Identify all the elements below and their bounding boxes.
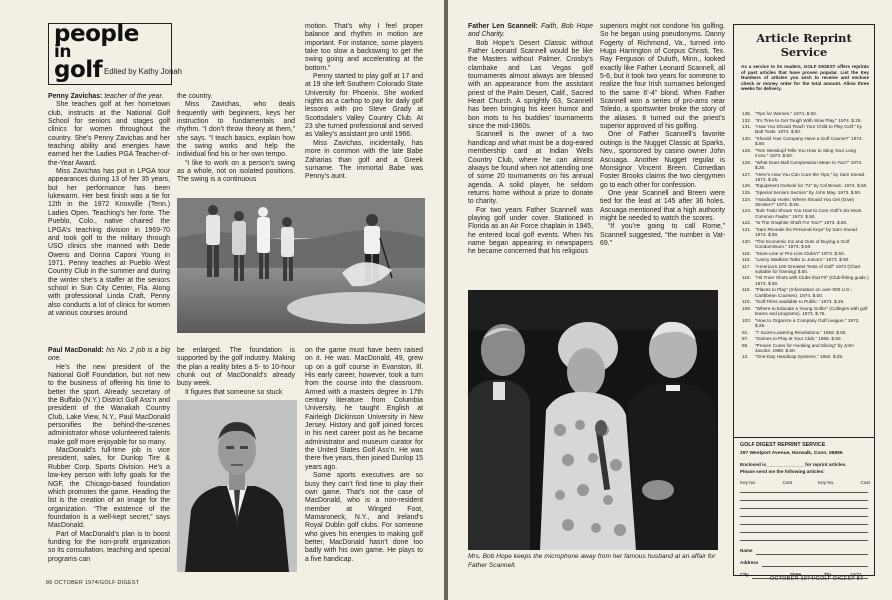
zavichas-tagline: teacher of the year. (104, 93, 164, 100)
paragraph: It figures that someone so stuck (185, 388, 283, 396)
paragraph: Miss Zavichas, incidentally, has more in common with the late Babe Zaharias than golf and a Greek surname. The immortal Babe was Penny’s aunt. (305, 139, 423, 181)
reprint-key-number: 122. (742, 220, 752, 226)
paragraph: on the game must have been raised on it. He was. MacDonald, 49, grew up on a golf course in Evanston, Ill. His early career, however, took a turn from the course into the classroom. Armed with a masters degree in 17th century literature from Columbia University, he taught English at Fairleigh Dickinson University in New Jersey. History and golf joined forces in his next career post as he became administrator and museum curator for the United States Golf Ass’n. He was there five years, then joined Dunlop 15 years ago. (305, 347, 423, 471)
reprint-key-number: 131. (742, 124, 752, 130)
reprint-intro: As a service to its readers, GOLF DIGEST offers reprints of past articles that have proven popular. List the Key Numbers of articles you wish to receive and enclose check or money order for the total amount. Allow three weeks for delivery. (741, 64, 869, 92)
section-title: people in golf (54, 21, 139, 83)
reprint-list-item (742, 354, 870, 359)
reprint-article-title: “Sam Reveals his Personal Keys” by Sam Snead. 1973. $.50. (755, 226, 859, 238)
reprint-key-number: 135. (742, 111, 752, 116)
order-line[interactable] (740, 516, 868, 517)
reprint-list-item (742, 330, 870, 335)
order-line[interactable] (740, 500, 868, 501)
reprint-list-item (742, 299, 870, 304)
golf-clinic-photo-image (177, 198, 425, 333)
reprint-article-title: “Is The Graphite Shaft For You?” 1973. $.50. (755, 220, 848, 226)
reprint-list-item (742, 118, 870, 123)
reprint-list-item (742, 172, 870, 183)
reprint-list-item (742, 257, 870, 262)
form-enclosed[interactable]: Enclosed is_______________for reprint articles. (740, 462, 847, 467)
name-field[interactable] (756, 554, 868, 555)
reprint-key-number: 118. (742, 257, 751, 263)
cost-header: Cost (782, 480, 792, 485)
key-no-header: Key No. (818, 480, 835, 485)
reprint-list-item (742, 239, 870, 250)
reprint-article-title: “Tom Weiskopf Tells You How to Sting Your Long Irons.” 1973. $.50. (755, 147, 856, 159)
reprint-list-item (742, 336, 870, 341)
photo-caption: Mrs. Bob Hope keeps the microphone away from her famous husband at an affair for Father Scannell. (468, 553, 716, 569)
reprint-article-title: “Bob Toski Shows You How to Cure Golf’s Six Most Common Faults.” 1973. $.50. (755, 208, 862, 219)
order-line[interactable] (740, 532, 868, 533)
event-photo-image (468, 290, 718, 550)
paragraph: Scannell is the owner of a two handicap and what must be a dog-eared membership card at Indian Wells Country Club, where he can almost always be found when not attending one of some 20 tournaments on his annual agenda. A solid player, he seldom returns home without a prize to donate to charity. (468, 131, 593, 206)
reprint-list-item (742, 190, 870, 195)
reprint-key-number: 130. (742, 135, 752, 141)
paragraph: Miss Zavichas, who deals frequently with beginners, keys her instruction to fundamentals and rhythm. “I don’t throw theory at them,” she says. “I teach basics, explain how the swing works and help the individual find his or her own tempo. (177, 101, 295, 159)
form-column-headers (740, 480, 870, 485)
reprint-key-number: 125. (742, 189, 752, 195)
reprint-list-item (742, 318, 870, 329)
reprint-title: Article Reprint Service (756, 31, 852, 59)
reprint-list-item (742, 251, 870, 256)
scannell-tagline: Faith, Bob Hope and Charity. (468, 23, 593, 39)
paragraph: Penny started to play golf at 17 and at 19 she left Southern Colorado State University for Phoenix. She worked nights as a carhop to pay for daily golf lessons with pro Steve Grady at Scottsdale’s Valley Country Club. At 23 she turned professional and served as Valley’s assistant pro until 1966. (305, 73, 423, 139)
city-label: City (740, 572, 749, 577)
macdonald-column-2 (177, 347, 295, 397)
reprint-article-title: “Hit Truer Shots with Clubs that Fit” (Club-fitting guide.) 1973. $.50. (755, 275, 869, 286)
reprint-key-number: 126. (742, 183, 752, 189)
zavichas-clinic-photo (177, 198, 425, 333)
paragraph: Bob Hope’s Desert Classic without Father Leonard Scannell would be like the Masters without Palmer. Crosby’s clambake and Las Vegas golf tournaments almost always are blessed with an appearance from the assistant priest of the Palm Desert, Calif., Sacred Heart Church. A sprightly 63, Scannell has been bringing his keen humor and bon mots to his buddies’ tournaments since the mid-1960s. (468, 39, 593, 131)
reprint-key-number: 121. (742, 226, 752, 232)
left-page (0, 0, 444, 600)
paragraph: For two years Father Scannell was playing golf under cover. Stationed in Florida as an Air Force chaplain in 1945, he entered local golf events. When his name began appearing in newspapers he became concerned that his religious (468, 206, 593, 256)
reprint-key-number: 132. (742, 117, 752, 123)
macdonald-tagline: his No. 2 job is a big one. (48, 347, 170, 363)
reprint-list-item (742, 197, 870, 208)
paragraph: superiors might not condone his golfing. So he began using pseudonyms. Danny Fogerty of Richmond, Va., turned into Hugo Harrington of Corpus Christi, Tex. Ray Ferguson of Duluth, Minn., looked exactly like Father Leonard Scannell, all 5-6, but it took two years for someone to realize the four Irish surnames belonged to the same 6’-4” blond. When Father Scannell won a series of pro-ams near Toledo, a sportswriter broke the story of the aliases. It turned out the priest’s superior approved of his golfing. (600, 23, 725, 131)
order-line[interactable] (740, 492, 868, 493)
reprint-key-number: 124. (742, 196, 752, 202)
paragraph: be enlarged. The foundation is supported by the golf industry. Making the plan a reality bites a 5- to 10-hour chunk out of MacDonald’s already busy week. (177, 347, 295, 388)
reprint-key-number: 12. (742, 354, 749, 360)
reprint-key-number: 103. (742, 317, 752, 323)
reprint-key-number: 123. (742, 208, 752, 214)
paragraph: motion. That’s why I feel proper balance and rhythm in motion are important. For instance, some players take too slow a backswing to get the swing going and accelerating at the bottom.” (305, 23, 423, 72)
reprint-article-title: “Equipment Outlook for ’74” by Cal Brown. 1974. $.50. (755, 183, 868, 189)
reprint-key-number: 128. (742, 159, 752, 165)
reprint-article-title: “Here’s How You Can Cure the Yips,” by Sam Snead. 1973. $.25. (755, 171, 866, 182)
reprint-list-item (742, 111, 870, 116)
macdonald-name: Paul MacDonald: (48, 347, 104, 354)
form-code: 10/74 (850, 572, 862, 577)
reprint-article-title: “Golf Films available to Public.” 1973. $.25. (755, 299, 845, 305)
reprint-article-title: “Tips for Women.” 1974. $.50. (755, 111, 818, 116)
name-label: Name (740, 548, 753, 553)
form-header: GOLF DIGEST REPRINT SERVICE (740, 442, 826, 448)
portrait-photo-image (177, 400, 297, 572)
address-field[interactable] (762, 566, 868, 567)
scannell-column-1 (468, 23, 593, 257)
hope-scannell-photo (468, 290, 718, 550)
zavichas-column-2 (177, 93, 295, 185)
reprint-article-title: “It’s Time to Get Tough With Slow Play.” 1974. $.25. (755, 117, 862, 123)
reprint-key-number: 127. (742, 171, 752, 177)
reprint-key-number: 119. (742, 250, 751, 256)
reprint-list-item (742, 183, 870, 188)
order-line[interactable] (740, 508, 868, 509)
paragraph: “If you’re going to call Rome,” Scannell suggested, “the number is Vat-69.” (600, 223, 725, 247)
paragraph: the country. (177, 93, 213, 100)
reprint-key-number: 109. (742, 305, 752, 311)
scannell-name: Father Len Scannell: (468, 23, 538, 30)
reprint-list-item (742, 343, 870, 354)
reprint-article-title: “The Economic Ins and Outs of Buying a Golf Condominium.” 1973. $.50. (755, 238, 850, 249)
reprint-article-title: “America’s 100 Greatest Tests of Golf” 1973 (Chart suitable for framing) $.50. (755, 263, 861, 274)
page-folio-right: OCTOBER 1974/GOLF DIGEST 87 (770, 576, 864, 582)
order-line[interactable] (740, 540, 868, 541)
reprint-key-number: 115. (742, 287, 751, 293)
reprint-key-number: 129. (742, 147, 752, 153)
paragraph: One year Scannell and Breen were tied for the lead at 145 after 36 holes. Ascuaga mentioned that a high authority might be needed to watch the scores. (600, 189, 725, 222)
paragraph: MacDonald’s full-time job is vice president, sales, for Dunlop Tire & Rubber Corp. Sports Division. He’s a low-key person with lofty goals for the NGF, the Chicago-based foundation which promotes the game. Heading the list is the creation of an image for the organization. “The existence of the foundation is a well-kept secret,” says MacDonald. (48, 447, 170, 530)
paragraph: One of Father Scannell’s favorite outings is the Nugget Classic at Sparks, Nev., sponsored by casino owner John Ascuaga. Another Nugget regular is Monsignor Vincent Breen. Comedian Foster Brooks claims the two clergymen go to each other for confession. (600, 131, 725, 189)
reprint-list-item (742, 287, 870, 298)
reprint-article-list (742, 111, 870, 361)
reprint-list-item (742, 148, 870, 159)
zavichas-column-3 (305, 23, 423, 182)
address-label: Address (740, 560, 759, 565)
reprint-article-title: “Special Seniors Section” by John May. 1973. $.50. (755, 189, 862, 195)
form-address: 297 Westport Avenue, Norwalk, Conn. 06856 (740, 451, 843, 456)
reprint-article-title: “Should Your Company Have a Golf Course?” 1974. $.50. (755, 135, 863, 147)
reprint-article-title: “How to Organize a Company Golf League.” 1972. $.25. (755, 317, 860, 328)
reprint-article-title: “Where to Educate a Young Golfer” (Colleges with golf teams and programs). 1973. $.75. (755, 305, 868, 317)
reprint-article-title: “How You Should Teach Your Child to Play Golf,” by Bob Toski. 1974. $.50. (755, 124, 863, 135)
reprint-key-number: 87. (742, 336, 749, 342)
reprint-article-title: “Games to Play at Your Club.” 1968. $.50. (755, 336, 842, 342)
reprint-list-item (742, 275, 870, 286)
reprint-order-form (734, 437, 874, 577)
reprint-list-item (742, 160, 870, 171)
reprint-article-title: “7 Score-Lowering Resolutions.” 1969. $.50. (755, 329, 847, 335)
reprint-list-item (742, 306, 870, 317)
reprint-article-title: “Places to Play” (Information on over 900 U.S.-Caribbean Courses). 1974. $.50. (755, 287, 853, 298)
macdonald-column-1 (48, 347, 170, 564)
reprint-list-item (742, 227, 870, 238)
reprint-article-title: “Store-Line or Pro-Line Clubs?” 1973. $.50. (755, 250, 845, 256)
reprint-article-title: “What Does Ball Compression Mean to You?” 1974. $.25. (755, 159, 863, 171)
paragraph: Some sports executives are so busy they can’t find time to play their own game. That’s not the case of MacDonald, who is a non-resident member at Winged Foot, Mamaroneck, N.Y., and Ireland’s Royal Dublin golf clubs. For someone who gives his energies to making golf better, MacDonald hasn’t done too badly with his own game. He plays to a five handicap. (305, 472, 423, 563)
scannell-column-2 (600, 23, 725, 248)
right-page (448, 0, 892, 600)
reprint-list-item (742, 220, 870, 225)
zavichas-name: Penny Zavichas: (48, 93, 103, 100)
reprint-key-number: 117. (742, 263, 751, 269)
reprint-key-number: 91. (742, 329, 749, 335)
paragraph: She teaches golf at her hometown club, instructs at the National Golf School for seniors and stages golf clinics for women throughout the country. She’s Penny Zavichas and her teaching ability and energies have earned her the Ladies PGA Teacher-of-the-Year Award. (48, 101, 170, 167)
reprint-key-number: 86. (742, 342, 749, 348)
reprint-article-title: “Lanny Wadkins Talks to Juniors.” 1973. $.50. (755, 257, 850, 263)
zip-label: Zip (824, 572, 831, 577)
paragraph: He’s the new president of the National Golf Foundation, but not new to the business of offering his time to better the sport. Already secretary of the Buffalo (N.Y.) District Golf Ass’n and president of the Wanakah Country Club, Lake View, N.Y., Paul MacDonald personifies the behind-the-scenes administrator whose volunteered talents make golf more enjoyable for so many. (48, 363, 170, 446)
zavichas-column-1 (48, 93, 170, 318)
reprint-list-item (742, 208, 870, 219)
reprint-list-item (742, 136, 870, 147)
order-line[interactable] (740, 524, 868, 525)
paragraph: “I like to work on a person’s swing as a whole, not on isolated positions. The swing is a continuous (177, 159, 295, 184)
macdonald-portrait-photo (177, 400, 297, 572)
state-label: State (790, 572, 802, 577)
reprint-article-title: “One-Day Handicap Systems.” 1962. $.25. (755, 354, 844, 360)
reprint-service-box (733, 24, 875, 576)
paragraph: Part of MacDonald’s plan is to boost funding for the non-profit organization so its consultation, teaching and special programs can (48, 530, 170, 563)
editor-credit: Edited by Kathy Jonah (104, 67, 183, 76)
reprint-list-item (742, 264, 870, 275)
reprint-article-title: “Proven Cures for Hooking and Slicing” by John Jacobs. 1968. $.50. (755, 342, 855, 353)
cost-header: Cost (860, 480, 870, 485)
macdonald-column-3 (305, 347, 423, 564)
reprint-key-number: 120. (742, 238, 752, 244)
paragraph: Miss Zavichas has put in LPGA tour appearances during 13 of her 35 years, but her performance has been lukewarm. Her best finish was a tie for 12th in the 1972 Knoxville (Tenn.) Ladies Open. Teaching’s her forte. The Pueblo, Colo., native chaired the LPGA’s teaching division in 1969-70 and took golf to the military through USO clinics she manned with Dede Owens and Donna Caponi Young in 1971. Penny teaches at Pueblo West Country Club in the summer and during the winter she’s a staffer at the seniors school in Sun City Center, Fla. Along with professional Linda Craft, Penny also conducts a lot of clinics for women at various courses around (48, 168, 170, 317)
key-no-header: Key No. (740, 480, 757, 485)
reprint-key-number: 110. (742, 299, 751, 305)
reprint-list-item (742, 124, 870, 135)
form-send-line: Please send me the following articles: (740, 469, 825, 474)
page-folio-left: 86 OCTOBER 1974/GOLF DIGEST (46, 580, 140, 586)
reprint-key-number: 116. (742, 275, 751, 281)
reprint-article-title: “Handicap Holes: Where Should You Get (Give) Strokes?” 1973. $.50. (755, 196, 855, 207)
